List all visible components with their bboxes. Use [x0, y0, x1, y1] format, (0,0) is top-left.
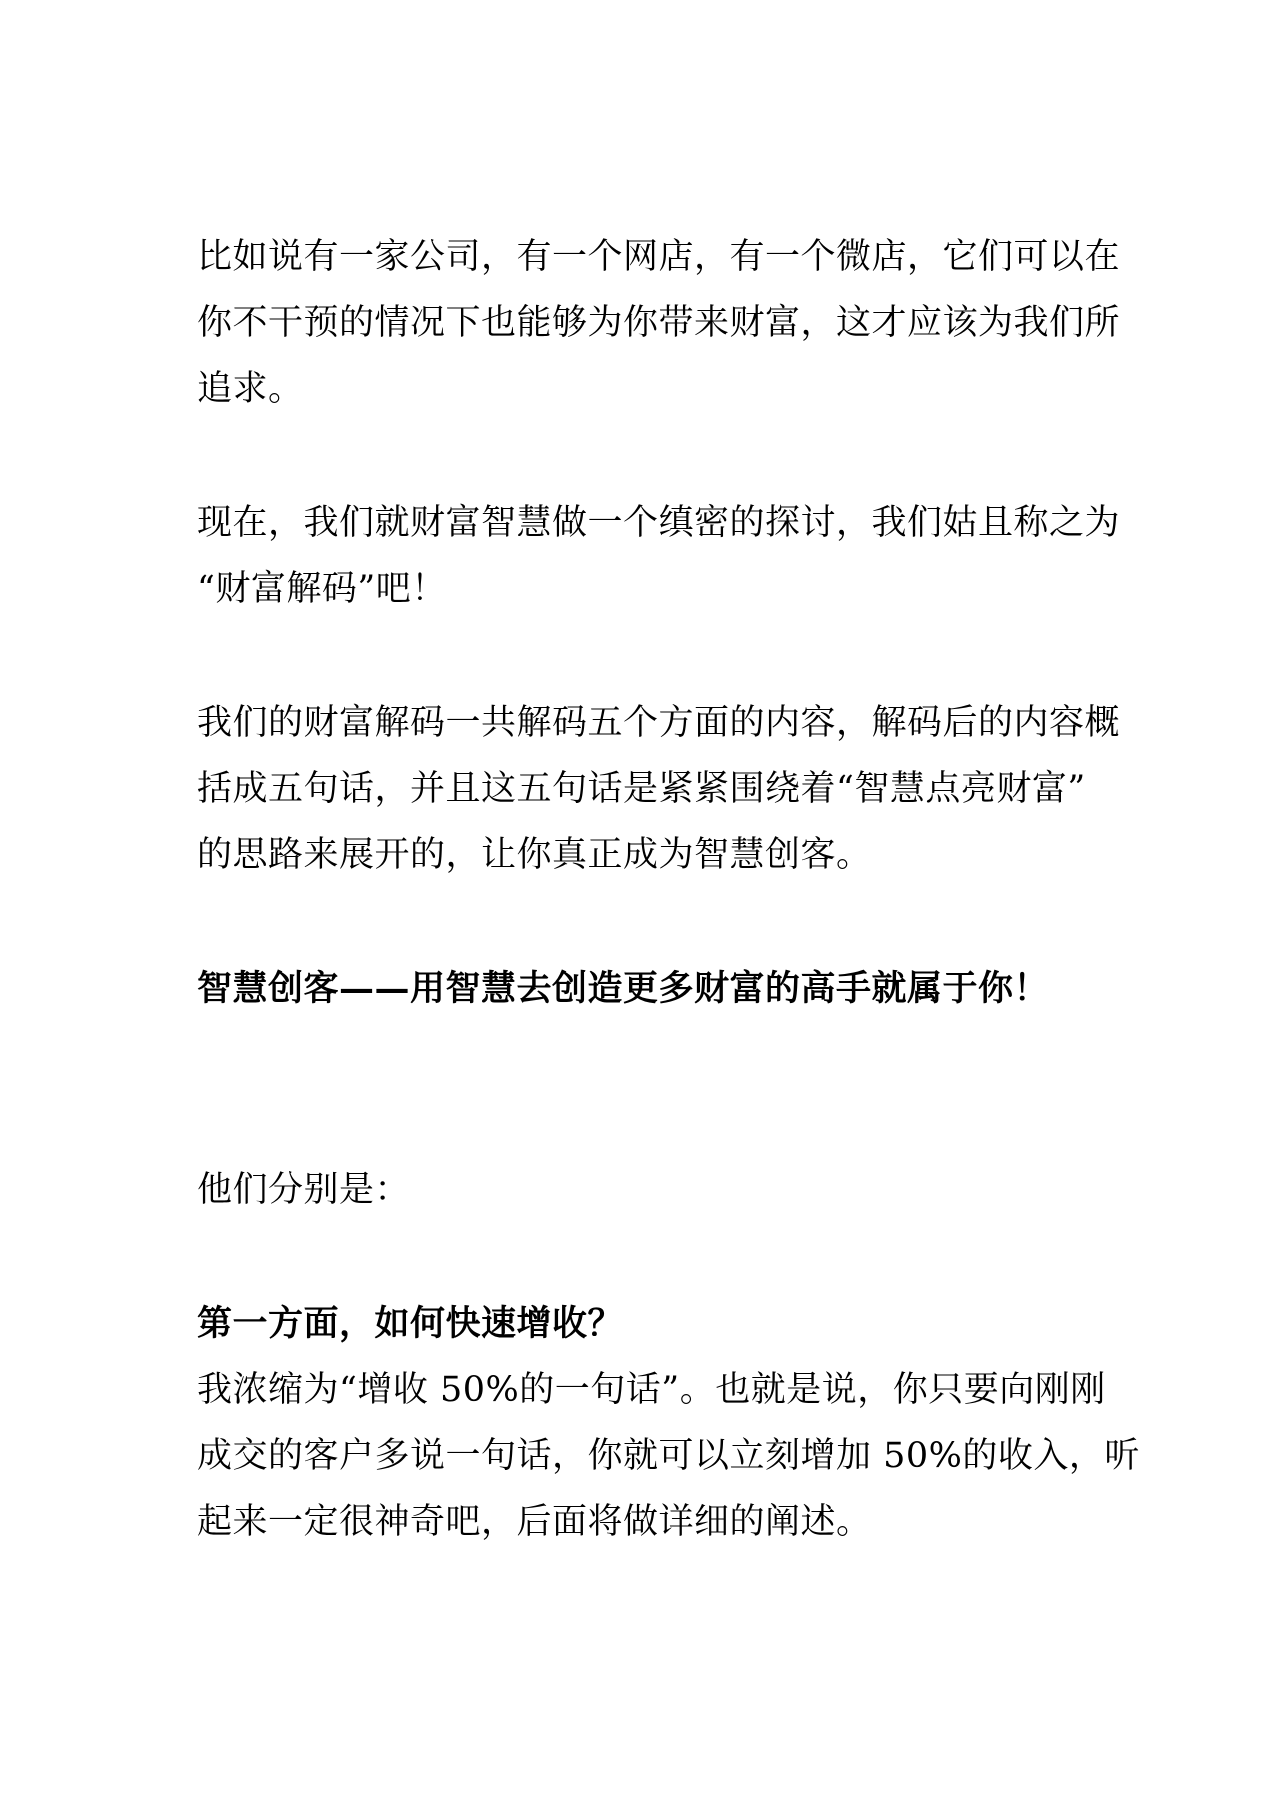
paragraph-6-line-3: 起来一定很神奇吧，后面将做详细的阐述。	[197, 1502, 872, 1542]
paragraph-3-line-3: 的思路来展开的，让你真正成为智慧创客。	[197, 835, 872, 875]
intro-line: 他们分别是：	[197, 1170, 411, 1210]
paragraph-2-line-1: 现在，我们就财富智慧做一个缜密的探讨，我们姑且称之为	[197, 503, 1121, 543]
paragraph-1-line-2: 你不干预的情况下也能够为你带来财富，这才应该为我们所	[197, 303, 1121, 343]
section-heading: 第一方面，如何快速增收？	[197, 1303, 624, 1344]
paragraph-6-line-1: 我浓缩为“增收 50%的一句话”。也就是说，你只要向刚刚	[197, 1370, 1106, 1410]
paragraph-6-line-2: 成交的客户多说一句话，你就可以立刻增加 50%的收入，听	[197, 1436, 1140, 1476]
highlight-statement: 智慧创客——用智慧去创造更多财富的高手就属于你！	[197, 968, 1050, 1009]
paragraph-1-line-1: 比如说有一家公司，有一个网店，有一个微店，它们可以在	[197, 237, 1121, 277]
paragraph-3-line-1: 我们的财富解码一共解码五个方面的内容，解码后的内容概	[197, 703, 1121, 743]
paragraph-3-line-2: 括成五句话，并且这五句话是紧紧围绕着“智慧点亮财富”	[197, 769, 1086, 809]
paragraph-1-line-3: 追求。	[197, 369, 304, 409]
paragraph-2-line-2: “财富解码”吧！	[197, 569, 447, 609]
